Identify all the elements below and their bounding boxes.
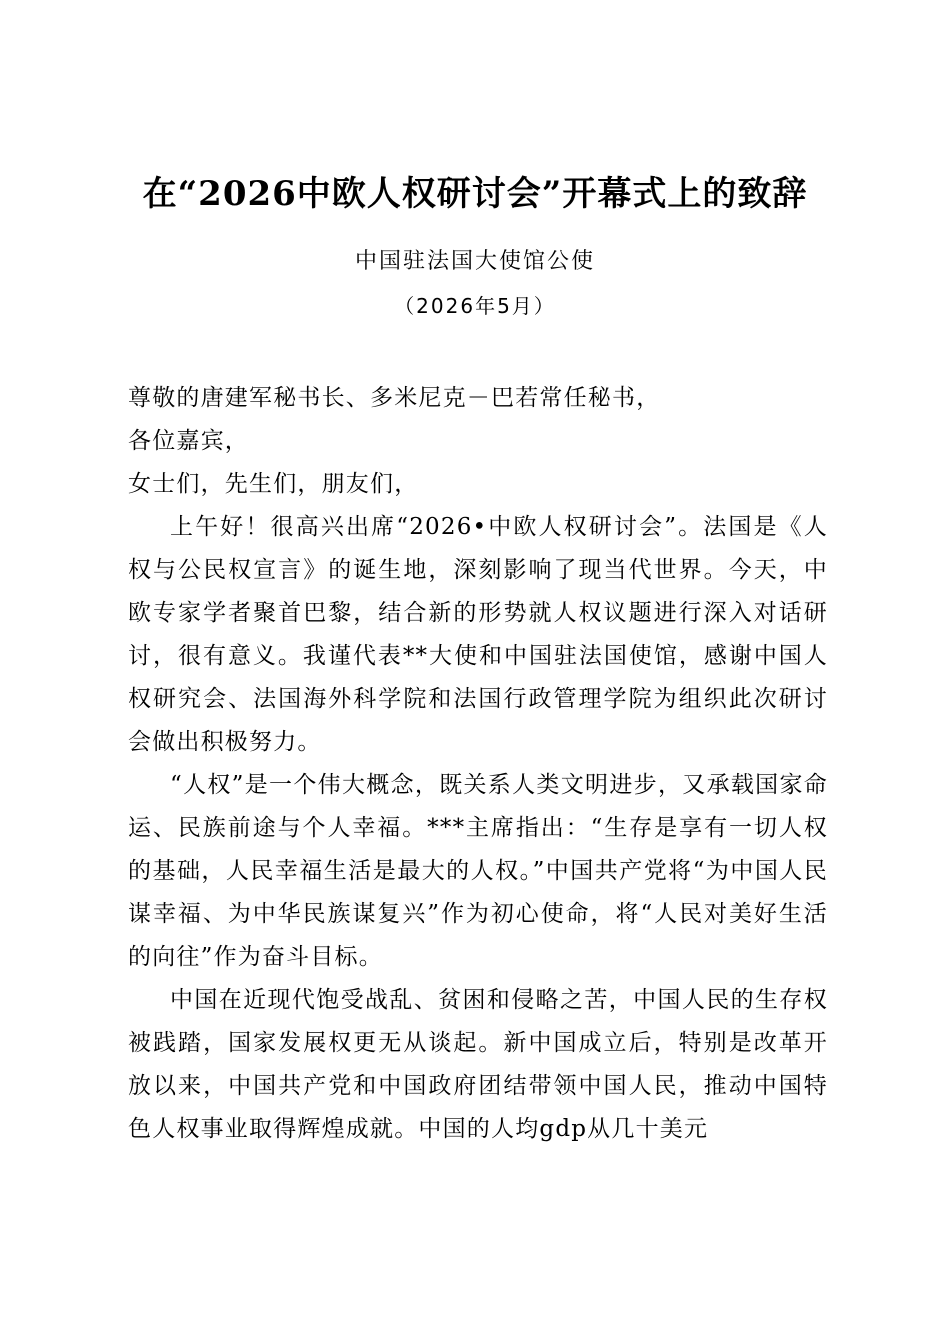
body-paragraph: “人权”是一个伟大概念，既关系人类文明进步，又承载国家命运、民族前途与个人幸福。***主席指出：“生存是享有一切人权的基础，人民幸福生活是最大的人权。”中国共产党将“为中国人民谋幸福、为中华民族谋复兴”作为初心使命，将“人民对美好生活的向往”作为奋斗目标。 (128, 772, 828, 970)
document-author: 中国驻法国大使馆公使 (354, 249, 595, 274)
salutation-line: 女士们，先生们，朋友们， (128, 471, 419, 497)
body-paragraph: 中国在近现代饱受战乱、贫困和侵略之苦，中国人民的生存权被践踏，国家发展权更无从谈起。新中国成立后，特别是改革开放以来，中国共产党和中国政府团结带领中国人民，推动中国特色人权事业取得辉煌成就。中国的人均gdp从几十美元 (128, 987, 828, 1142)
body-paragraph: 上午好！很高兴出席“2026•中欧人权研讨会”。法国是《人权与公民权宣言》的诞生地，深刻影响了现当代世界。今天，中欧专家学者聚首巴黎，结合新的形势就人权议题进行深入对话研讨，很有意义。我谨代表**大使和中国驻法国使馆，感谢中国人权研究会、法国海外科学院和法国行政管理学院为组织此次研讨会做出积极努力。 (128, 514, 828, 755)
document-title: 在“2026中欧人权研讨会”开幕式上的致辞 (142, 174, 808, 214)
salutation-line: 各位嘉宾， (128, 428, 249, 454)
salutation-line: 尊敬的唐建军秘书长、多米尼克－巴若常任秘书， (128, 385, 661, 411)
document-date: （2026年5月） (394, 294, 556, 318)
document-body (128, 377, 828, 1151)
